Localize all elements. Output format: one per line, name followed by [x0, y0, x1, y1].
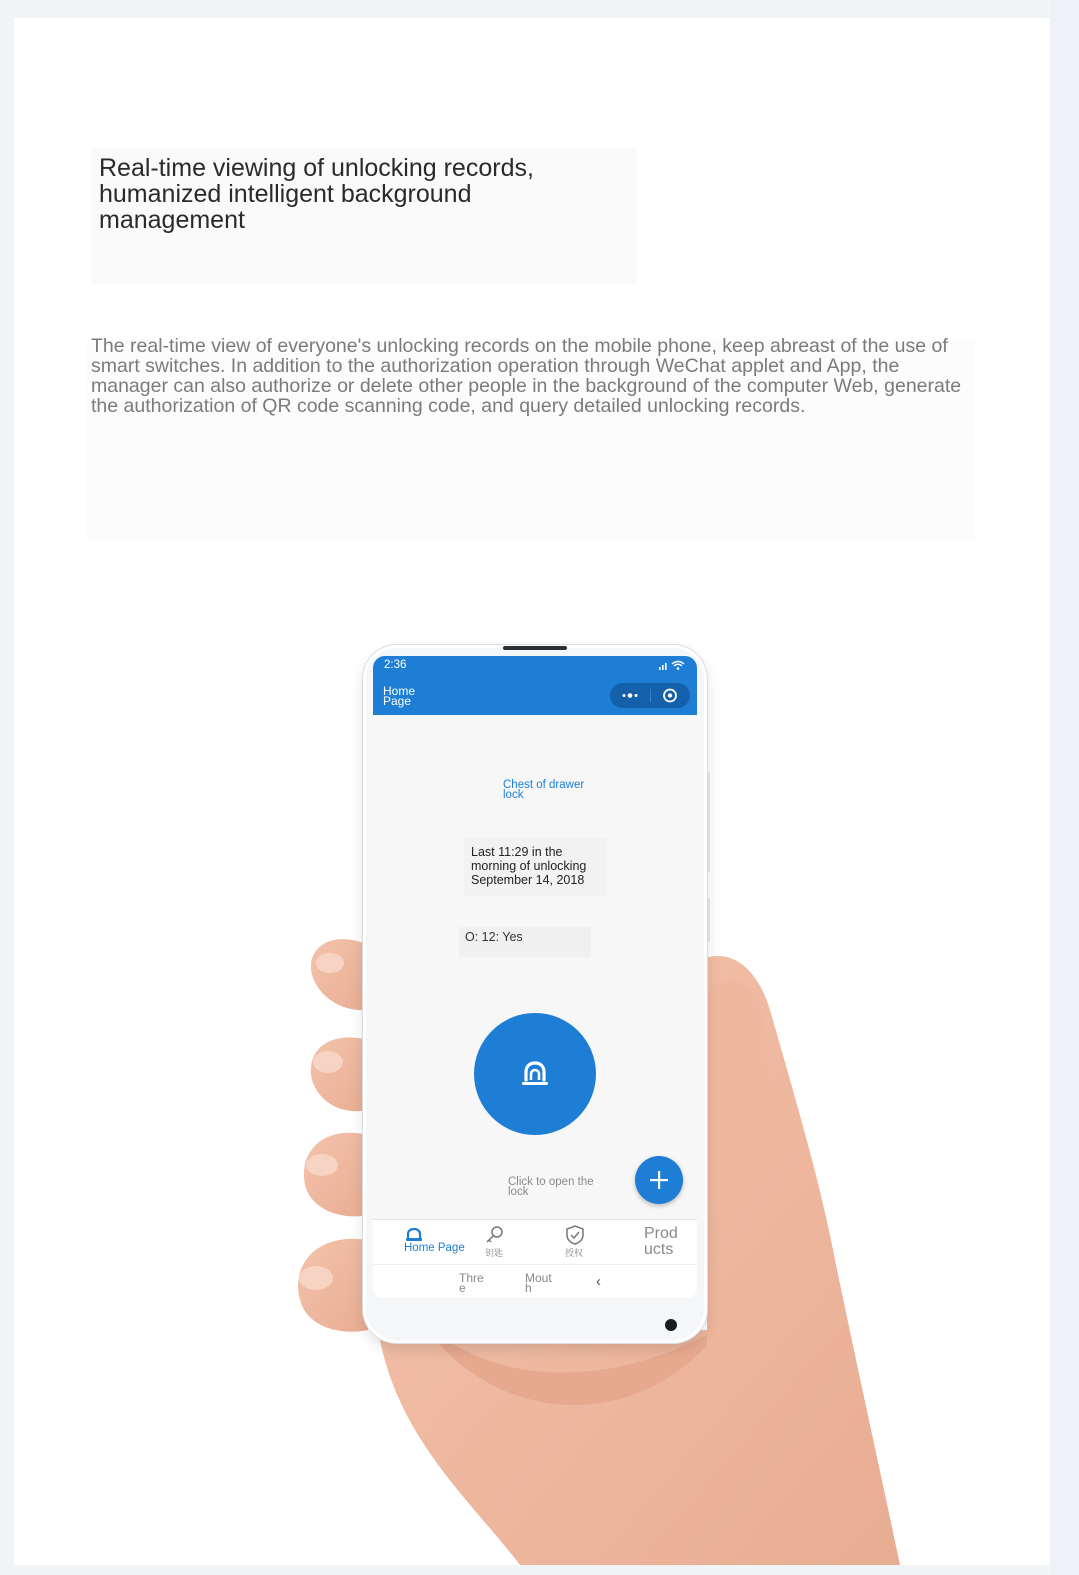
add-button[interactable]: [635, 1156, 683, 1204]
lock-status: O: 12: Yes: [465, 930, 523, 944]
click-to-open-hint: Click to open the lock: [508, 1176, 594, 1198]
tab-products[interactable]: [638, 1220, 688, 1265]
tab-home-label: Home Page: [404, 1242, 465, 1254]
close-miniprogram-icon[interactable]: [659, 687, 681, 704]
tab-authorize[interactable]: [555, 1220, 595, 1265]
nav-item-2[interactable]: Mout h: [525, 1271, 552, 1295]
system-nav-bar: [373, 1264, 697, 1298]
phone-power-button: [707, 898, 710, 942]
tab-bar: [373, 1219, 697, 1265]
tab-key[interactable]: [475, 1220, 515, 1265]
phone-screen: [373, 656, 697, 1298]
phone-volume-button: [707, 772, 710, 872]
capsule-divider: [650, 689, 651, 702]
app-title: Home Page: [383, 684, 416, 708]
unlock-icon: [515, 1054, 555, 1094]
miniprogram-capsule: [610, 683, 690, 708]
status-time: 2:36: [384, 659, 407, 671]
shield-check-icon: [564, 1224, 586, 1246]
more-icon[interactable]: [618, 687, 642, 704]
description: The real-time view of everyone's unlocking records on the mobile phone, keep abreast of the use of smart switches. In addition to the authorization operation through WeChat applet and App, the manager can also authorize or delete other people in the background of the computer Web, generate the authorization of QR code scanning code, and query detailed unlocking records.: [91, 335, 962, 417]
signal-wifi-icon: [657, 659, 689, 671]
plus-icon: [648, 1169, 670, 1191]
tab-authorize-label: 授权: [565, 1248, 584, 1258]
tab-home[interactable]: [393, 1220, 465, 1265]
headline: Real-time viewing of unlocking records, humanized intelligent background management: [99, 154, 534, 234]
app-header: [373, 656, 697, 715]
unlock-button[interactable]: [474, 1013, 596, 1135]
nav-item-1[interactable]: Thre e: [459, 1271, 484, 1295]
phone-earpiece: [503, 646, 567, 650]
last-unlock-record: Last 11:29 in the morning of unlocking September 14, 2018: [471, 845, 587, 887]
phone-camera: [665, 1319, 677, 1331]
tab-products-label: Prod ucts: [644, 1225, 678, 1258]
tab-key-label: 钥匙: [485, 1248, 504, 1258]
key-icon: [484, 1224, 506, 1246]
lock-name[interactable]: Chest of drawer lock: [503, 779, 585, 801]
back-icon[interactable]: ‹: [596, 1273, 601, 1290]
